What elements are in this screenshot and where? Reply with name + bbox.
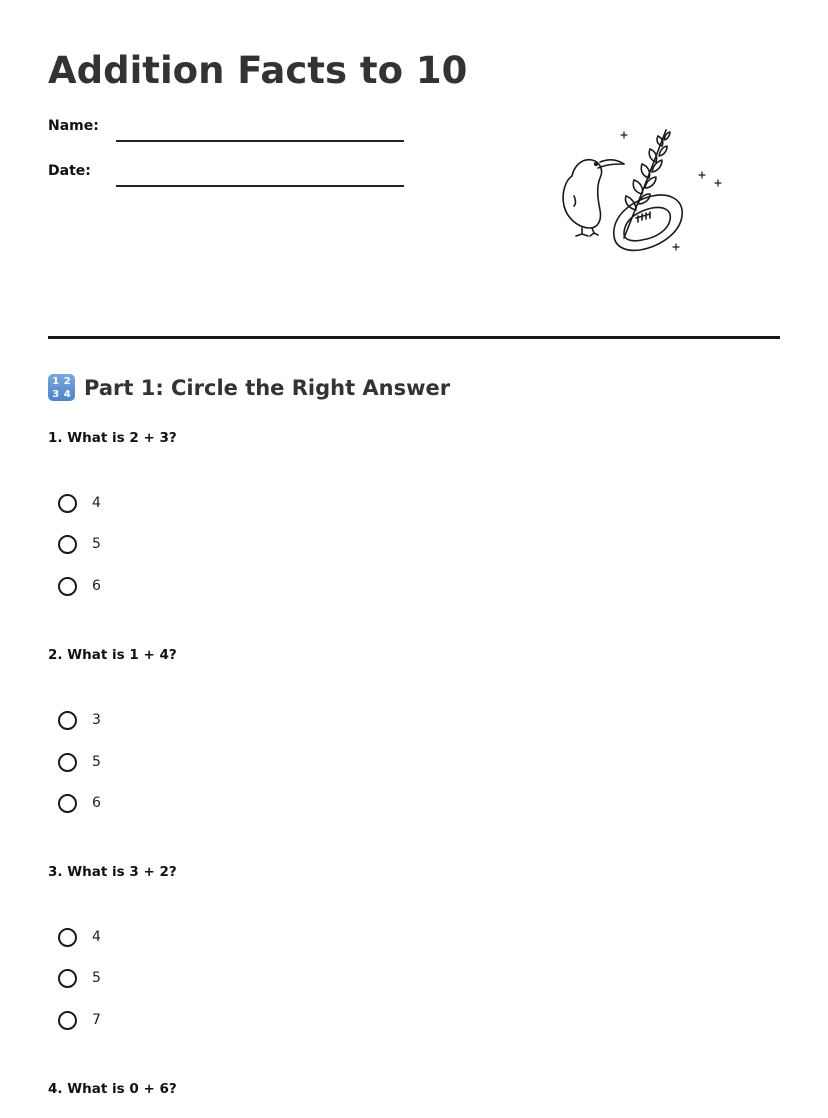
option-label: 5 (92, 754, 101, 770)
section-title: Part 1: Circle the Right Answer (84, 375, 451, 400)
fern-icon (624, 130, 670, 238)
radio-circle[interactable] (58, 711, 77, 730)
rugby-ball-icon (614, 195, 682, 250)
section-heading (48, 374, 450, 401)
question-1: 1. What is 2 + 3? (48, 430, 177, 446)
option-label: 4 (92, 495, 101, 511)
question-3-option-3[interactable] (58, 1008, 101, 1032)
question-3: 3. What is 3 + 2? (48, 864, 177, 880)
question-2-option-3[interactable] (58, 791, 101, 815)
option-label: 5 (92, 970, 101, 986)
question-1-option-1[interactable] (58, 491, 101, 515)
question-4: 4. What is 0 + 6? (48, 1081, 177, 1097)
kiwi-fern-rugby-illustration (552, 118, 732, 263)
question-2-option-2[interactable] (58, 750, 101, 774)
name-label: Name: (48, 118, 99, 134)
radio-circle[interactable] (58, 1011, 77, 1030)
question-3-option-1[interactable] (58, 925, 101, 949)
option-label: 5 (92, 536, 101, 552)
name-input-line[interactable] (116, 140, 404, 142)
question-3-option-2[interactable] (58, 966, 101, 990)
radio-circle[interactable] (58, 753, 77, 772)
section-divider (48, 336, 780, 339)
date-field-row (48, 163, 404, 179)
question-2: 2. What is 1 + 4? (48, 647, 177, 663)
option-label: 7 (92, 1012, 101, 1028)
date-input-line[interactable] (116, 185, 404, 187)
option-label: 6 (92, 578, 101, 594)
page-title: Addition Facts to 10 (48, 49, 468, 92)
radio-circle[interactable] (58, 535, 77, 554)
radio-circle[interactable] (58, 577, 77, 596)
input-numbers-icon: 1 2 3 4 (48, 374, 75, 401)
option-label: 3 (92, 712, 101, 728)
radio-circle[interactable] (58, 969, 77, 988)
question-1-option-2[interactable] (58, 532, 101, 556)
option-label: 4 (92, 929, 101, 945)
question-2-option-1[interactable] (58, 708, 101, 732)
question-1-option-3[interactable] (58, 574, 101, 598)
radio-circle[interactable] (58, 928, 77, 947)
radio-circle[interactable] (58, 494, 77, 513)
name-field-row (48, 118, 404, 134)
date-label: Date: (48, 163, 91, 179)
option-label: 6 (92, 795, 101, 811)
radio-circle[interactable] (58, 794, 77, 813)
